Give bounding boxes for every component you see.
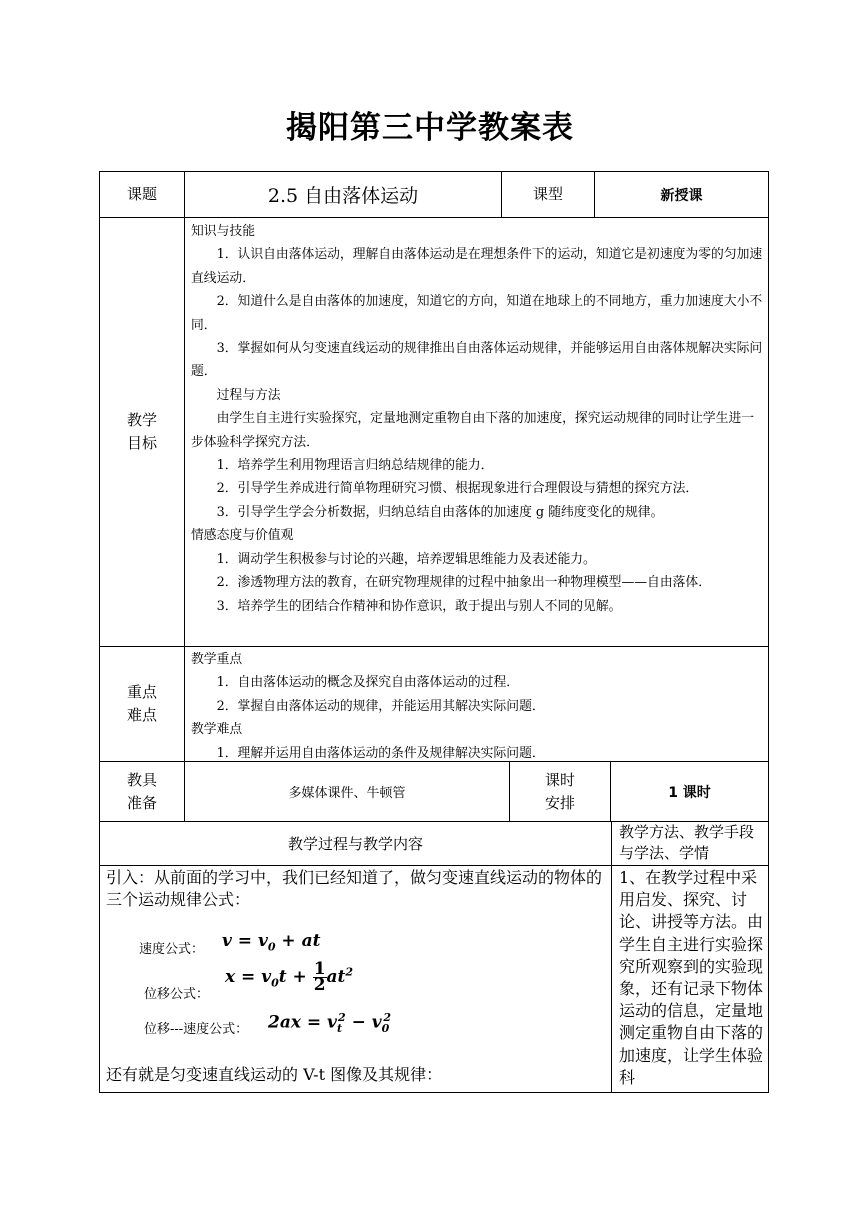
velocity-formula: $v = v_0$ + at — [222, 931, 321, 954]
objective-item: 1．培养学生利用物理语言归纳总结规律的能力． — [216, 458, 494, 474]
keypoints-label — [99, 646, 185, 762]
period-label-line: 安排 — [544, 793, 575, 812]
equipment-label-line: 教具 — [126, 770, 157, 789]
section-heading: 过程与方法 — [216, 387, 281, 403]
velocity-displacement-formula-label: 位移---速度公式： — [144, 1022, 249, 1037]
displacement-formula-label: 位移公式： — [144, 987, 210, 1002]
type-label: 课型 — [532, 185, 563, 203]
period-value: 1 课时 — [668, 784, 711, 801]
keypoints-label-line: 难点 — [126, 706, 157, 724]
intro-text: 引入：从前面的学习中，我们已经知道了，做匀变速直线运动的物体的三个运动规律公式： — [106, 868, 603, 910]
objective-item: 由学生自主进行实验探究，定量地测定重物自由下落的加速度，探究运动规律的同时让学生进一步体验科学探究方法． — [191, 411, 755, 450]
keypoint-item: 1．自由落体运动的概念及探究自由落体运动的过程． — [216, 675, 520, 691]
period-label-line: 课时 — [544, 770, 575, 789]
objective-item: 3．引导学生学会分析数据，归纳总结自由落体的加速度 g 随纬度变化的规律。 — [216, 504, 664, 520]
type-value: 新授课 — [660, 187, 703, 204]
displacement-formula: $x = v_0t$ + $\frac{1}{2}$ $at^2$ — [225, 959, 354, 995]
objective-item: 2．知道什么是自由落体的加速度，知道它的方向，知道在地球上的不同地方，重力加速度大小不同． — [191, 294, 763, 333]
keypoints-label-line: 重点 — [126, 683, 157, 701]
outro-text: 还有就是匀变速直线运动的 V-t 图像及其规律： — [106, 1065, 443, 1084]
velocity-formula-label: 速度公式： — [139, 942, 205, 957]
methods-text: 1、在教学过程中采用启发、探究、讨论、讲授等方法。由学生自主进行实验探究所观察到的实验现象，还有记录下物体运动的信息，定量地测定重物自由下落的加速度，让学生体验科 — [619, 868, 764, 1087]
objectives-content — [191, 220, 763, 645]
objectives-label — [99, 217, 185, 647]
section-heading: 知识与技能 — [191, 224, 255, 239]
objectives-label-line: 目标 — [126, 434, 157, 452]
equipment-value: 多媒体课件、牛顿管 — [288, 786, 406, 801]
process-header: 教学过程与教学内容 — [287, 835, 423, 853]
period-label — [509, 761, 611, 822]
objective-item: 1．认识自由落体运动，理解自由落体运动是在理想条件下的运动，知道它是初速度为零的匀加速直线运动． — [191, 247, 763, 286]
equipment-label — [99, 761, 185, 822]
section-heading: 情感态度与价值观 — [191, 528, 294, 544]
velocity-displacement-formula: $2ax = v_t^2 - v_0^2$ — [268, 1011, 391, 1036]
objective-item: 3．培养学生的团结合作精神和协作意识，敢于提出与别人不同的见解。 — [216, 598, 622, 614]
methods-header: 教学方法、教学手段与学法、学情 — [619, 823, 755, 862]
objective-item: 2．引导学生养成进行简单物理研究习惯、根据现象进行合理假设与猜想的探究方法． — [216, 481, 699, 497]
keypoints-content — [191, 648, 763, 760]
keypoint-item: 2．掌握自由落体运动的规律，并能运用其解决实际问题． — [216, 698, 545, 714]
objective-item: 1．调动学生积极参与讨论的兴趣，培养逻辑思维能力及表述能力。 — [216, 551, 596, 567]
objectives-label-line: 教学 — [126, 411, 157, 429]
equipment-label-line: 准备 — [126, 793, 157, 812]
objective-item: 3．掌握如何从匀变速直线运动的规律推出自由落体运动规律，并能够运用自由落体规解决实际问题． — [191, 341, 763, 380]
topic-label: 课题 — [126, 185, 157, 203]
objective-item: 2．渗透物理方法的教育，在研究物理规律的过程中抽象出一种物理模型——自由落体． — [216, 575, 712, 591]
topic-value: 2.5 自由落体运动 — [267, 185, 419, 207]
page-title: 揭阳第三中学教案表 — [286, 110, 574, 146]
section-heading: 教学重点 — [191, 652, 243, 667]
keypoint-item: 1．理解并运用自由落体运动的条件及规律解决实际问题． — [216, 745, 545, 760]
section-heading: 教学难点 — [191, 722, 243, 738]
